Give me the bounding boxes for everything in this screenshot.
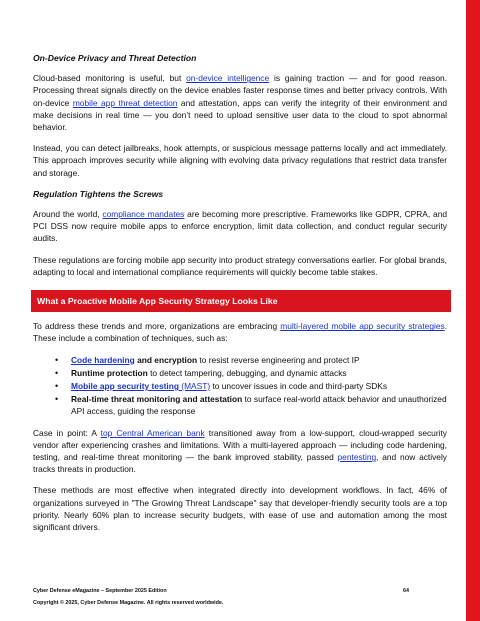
list-item: • Code hardening and encryption to resist reverse engineering and protect IP [71, 354, 447, 366]
paragraph: Around the world, compliance mandates are becoming more prescriptive. Frameworks like GDPR, CPRA, and PCI DSS now require mobile apps to enforce encryption, limit data collection, and conduct regular security audits. [33, 209, 448, 244]
footer-edition: Cyber Defense eMagazine – September 2025 Edition [33, 588, 167, 594]
link-on-device-intelligence[interactable]: on-device intelligence [186, 73, 270, 84]
section-heading-regulation: Regulation Tightens the Screws [33, 188, 164, 199]
link-central-american-bank[interactable]: top Central American bank [100, 427, 205, 438]
link-mast[interactable]: (MAST) [178, 381, 211, 392]
list-item: • Mobile app security testing (MAST) to uncover issues in code and third-party SDKs [71, 380, 447, 392]
link-mobile-app-security-testing[interactable]: Mobile app security testing [71, 381, 179, 392]
link-multi-layered-strategies[interactable]: multi-layered mobile app security strategies [280, 321, 445, 332]
list-item: • Real-time threat monitoring and attestation to surface real-world attack behavior and unauthorized API access, guiding the response [71, 393, 447, 417]
paragraph: These methods are most effective when integrated directly into development workflows. In fact, 46% of organizations surveyed in "The Growing Threat Landscape" say that developer-friendly security tools are a top priority. Nearly 60% plan to increase security budgets, with ease of use and automation among the most significant drivers. [33, 485, 447, 533]
section-heading-on-device: On-Device Privacy and Threat Detection [33, 53, 197, 63]
link-pentesting[interactable]: pentesting [337, 452, 377, 463]
article-body [33, 52, 447, 542]
link-code-hardening[interactable]: Code hardening [71, 354, 135, 365]
technique-list [33, 354, 447, 418]
paragraph: These regulations are forcing mobile app security into product strategy conversations earlier. For global brands, adapting to local and international compliance requirements will quickly become table stakes. [33, 254, 447, 277]
paragraph: To address these trends and more, organizations are embracing multi-layered mobile app security strategies. These include a combination of techniques, such as: [33, 321, 448, 344]
page-footer [33, 588, 409, 606]
paragraph: Instead, you can detect jailbreaks, hook attempts, or suspicious message patterns locally and act immediately. This approach improves security while aligning with evolving data privacy regulations that restrict data transfer and storage. [33, 143, 447, 178]
link-mobile-app-threat-detection[interactable]: mobile app threat detection [72, 97, 178, 108]
paragraph: Case in point: A top Central American bank transitioned away from a low-support, cloud-wrapped security vendor after experiencing crashes and limitations. With a multi-layered approach — including code hardening, testing, and real-time threat monitoring — the bank improved stability, passed pentesting, and now actively tracks threats in production. [33, 427, 447, 475]
footer-copyright: Copyright © 2025, Cyber Defense Magazine. All rights reserved worldwide. [33, 600, 224, 606]
page-edge-bar [466, 0, 480, 621]
section-banner: What a Proactive Mobile App Security Strategy Looks Like [31, 290, 451, 312]
page-number: 64 [403, 588, 409, 594]
paragraph: Cloud-based monitoring is useful, but on-device intelligence is gaining traction — and for good reason. Processing threat signals directly on the device enables faster response times and better privacy controls. With on-device mobile app threat detection and attestation, apps can verify the integrity of their environment and make decisions in real time — you don’t need to upload sensitive user data to the cloud to spot abnormal behavior. [33, 73, 447, 133]
link-compliance-mandates[interactable]: compliance mandates [102, 209, 185, 220]
list-item: • Runtime protection to detect tampering, debugging, and dynamic attacks [71, 367, 447, 379]
